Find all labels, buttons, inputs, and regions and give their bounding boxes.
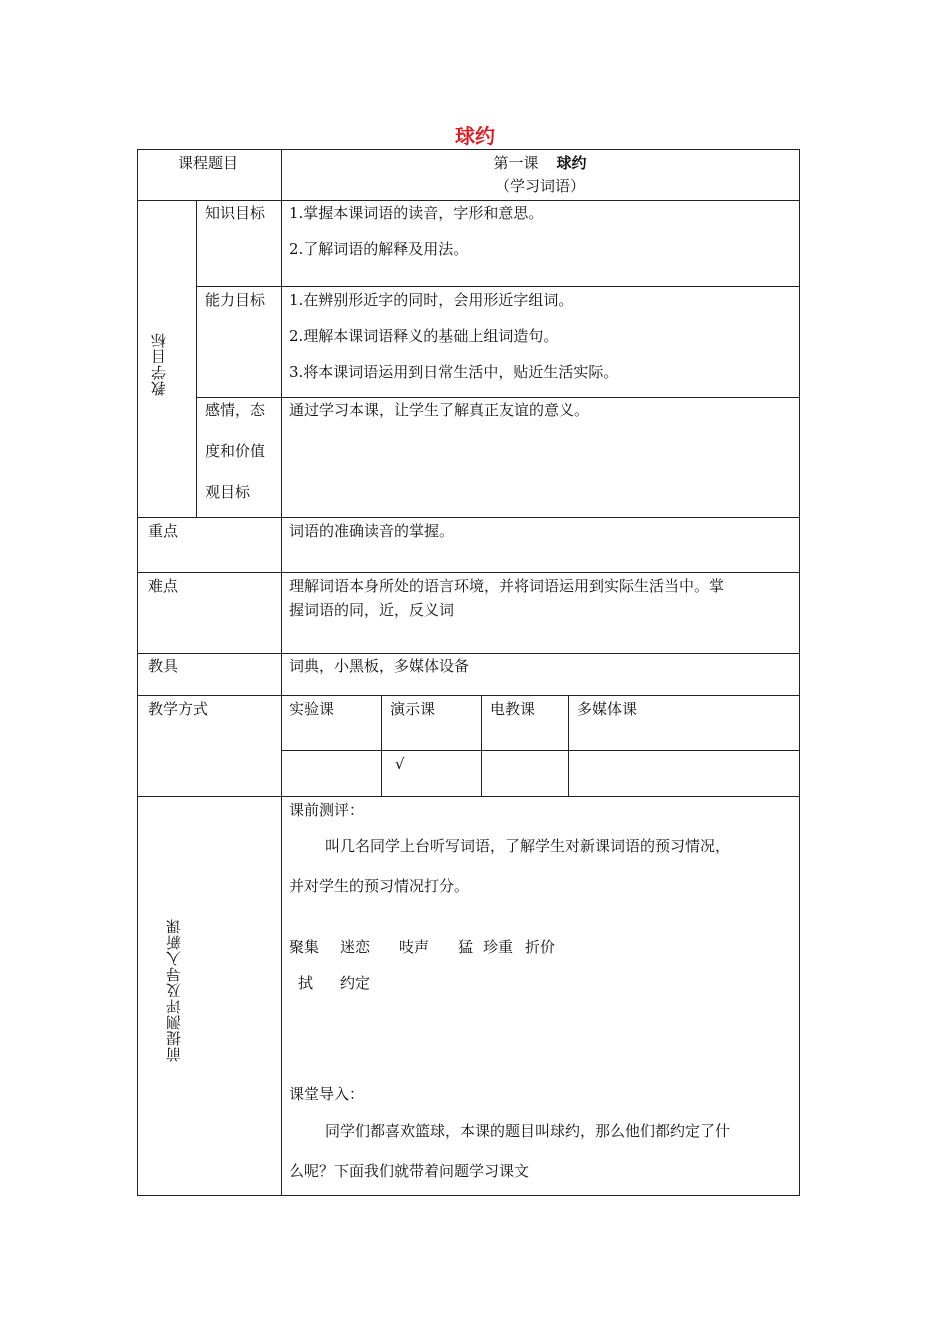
teaching-method-label: 教学方式 xyxy=(148,700,209,718)
lesson-subtitle: （学习词语） xyxy=(494,177,585,195)
emotion-goal-label: 度和价值 xyxy=(205,442,266,460)
difficulty-text: 握词语的同，近，反义词 xyxy=(289,601,455,619)
row-border xyxy=(137,517,800,518)
lesson-name: 球约 xyxy=(556,154,587,172)
row-border xyxy=(137,796,800,797)
method-option: 多媒体课 xyxy=(577,700,638,718)
ability-goal-item: 3.将本课词语运用到日常生活中，贴近生活实际。 xyxy=(289,363,619,381)
import-heading: 课堂导入： xyxy=(289,1085,365,1103)
row-border xyxy=(137,1195,800,1196)
row-border xyxy=(196,286,800,287)
col-border xyxy=(137,149,138,1196)
difficulty-text: 理解词语本身所处的语言环境，并将词语运用到实际生活当中。掌 xyxy=(289,577,725,595)
row-border xyxy=(137,149,800,150)
course-title-label: 课程题目 xyxy=(178,154,239,172)
difficulty-label: 难点 xyxy=(148,577,179,595)
knowledge-goal-item: 2.了解词语的解释及用法。 xyxy=(289,240,469,258)
ability-goal-item: 2.理解本课词语释义的基础上组词造句。 xyxy=(289,327,559,345)
col-border xyxy=(381,695,382,797)
ability-goal-item: 1.在辨别形近字的同时，会用形近字组词。 xyxy=(289,291,574,309)
method-option: 实验课 xyxy=(289,700,335,718)
import-text: 同学们都喜欢篮球，本课的题目叫球约，那么他们都约定了什 xyxy=(325,1122,731,1140)
row-border xyxy=(137,695,800,696)
objectives-label: 教学目标 xyxy=(150,332,168,396)
lesson-heading xyxy=(281,153,799,173)
row-border xyxy=(137,572,800,573)
pretest-text: 并对学生的预习情况打分。 xyxy=(289,877,470,895)
emotion-goal-label: 感情，态 xyxy=(205,401,266,419)
row-border xyxy=(196,397,800,398)
col-border xyxy=(568,695,569,797)
col-border xyxy=(281,149,282,1196)
knowledge-goal-item: 1.掌握本课词语的读音，字形和意思。 xyxy=(289,204,544,222)
col-border xyxy=(799,149,800,1196)
tools-label: 教具 xyxy=(148,657,179,675)
intro-label: 前提测评及导入新课 xyxy=(165,918,183,1062)
vocab-word: 迷恋 xyxy=(340,938,371,956)
knowledge-goal-label: 知识目标 xyxy=(205,204,266,222)
emotion-goal-text: 通过学习本课，让学生了解真正友谊的意义。 xyxy=(289,401,590,419)
row-border xyxy=(137,200,800,201)
key-point-label: 重点 xyxy=(148,522,179,540)
checkmark: √ xyxy=(395,755,405,773)
col-border xyxy=(481,695,482,797)
vocab-word: 珍重 xyxy=(483,938,514,956)
row-border xyxy=(137,653,800,654)
vocab-word: 聚集 xyxy=(289,938,320,956)
ability-goal-label: 能力目标 xyxy=(205,291,266,309)
tools-text: 词典，小黑板，多媒体设备 xyxy=(289,657,470,675)
method-option: 电教课 xyxy=(490,700,536,718)
lesson-number: 第一课 xyxy=(493,154,539,172)
pretest-text: 叫几名同学上台听写词语，了解学生对新课词语的预习情况， xyxy=(325,837,731,855)
vocab-word: 吱声 xyxy=(399,938,430,956)
import-text: 么呢？下面我们就带着问题学习课文 xyxy=(289,1162,530,1180)
vocab-word: 折价 xyxy=(525,938,556,956)
pretest-heading: 课前测评： xyxy=(289,801,365,819)
method-option: 演示课 xyxy=(390,700,436,718)
emotion-goal-label: 观目标 xyxy=(205,483,251,501)
vocab-word: 拭 xyxy=(298,974,314,992)
col-border xyxy=(196,200,197,518)
vocab-word: 约定 xyxy=(340,974,371,992)
row-border xyxy=(281,750,800,751)
document-title: 球约 xyxy=(455,124,495,148)
key-point-text: 词语的准确读音的掌握。 xyxy=(289,522,455,540)
vocab-word: 猛 xyxy=(458,938,474,956)
